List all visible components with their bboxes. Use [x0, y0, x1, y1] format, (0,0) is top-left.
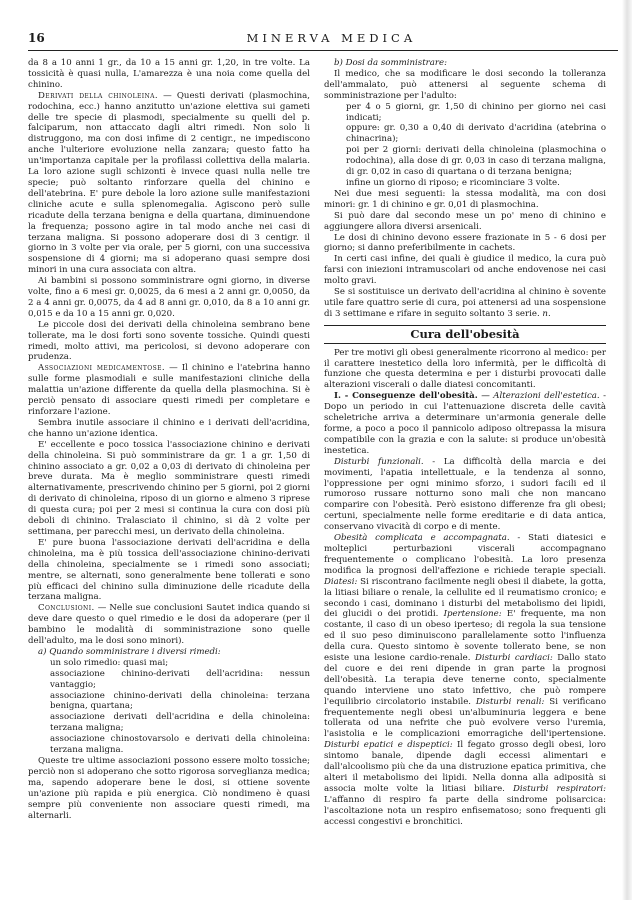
inline-subheading: Disturbi cardiaci: — [470, 653, 553, 664]
right-paragraph: Il medico, che sa modificare le dosi secondo la tolleranza dell'ammalato, può attenersi al seguente schema di somministrazione per l'adulto: — [324, 68, 606, 101]
paragraph-text: — Questi derivati (plasmochina, rodochina, ecc.) hanno anzitutto un'azione elettiva sui gameti delle tre specie di plasmodi, specialmente su quelli del p. falciparum, non attaccato dagli altri rimedi. Non solo li distruggono, ma con dosi infime di 2 centigr., ne impediscono anche l'ulteriore evoluzione nella zanzara; questo fatto ha un'importanza capitale per la profilassi collettiva della malaria. La loro azione sugli schizonti è invece quasi nulla nelle tre specie; può soltanto rinforzare quella del chinino e dell'atebrina. E' pure debole la loro azione sulle manifestazioni cliniche acute e sulla splenomegalia. Agiscono però sulle ricadute della terzana benigna e della quartana, diminuendone la frequenza; possono agire in tal modo anche nei casi di terzana maligna. Si possono adoperare dosi di 3 centigr. il giorno in 3 volte per via orale, per 5 giorni, con una successiva sospensione di 4 giorni; ma si adoperano quasi sempre dosi minori in una cura associata con altra. — [28, 90, 310, 276]
list-heading-a: a) Quando somministrare i diversi rimedi: — [38, 646, 221, 657]
run-in-heading: Associazioni medicamentose. — [38, 363, 166, 374]
list-item: un solo rimedio: quasi mai; — [50, 657, 169, 668]
right-paragraph — [324, 457, 606, 533]
dose-item: infine un giorno di riposo; e ricominciare 3 volte. — [346, 177, 560, 188]
paragraph-text: Se si sostituisce un derivato dell'acridina al chinino è sovente utile fare quattro serie di cura, poi attenersi ad una sospensione di 3 settimane e rifare in seguito soltanto 3 serie. — [324, 287, 606, 319]
left-paragraph — [28, 91, 310, 276]
right-paragraph — [324, 287, 606, 320]
dose-item: per 4 o 5 giorni, gr. 1,50 di chinino per giorno nei casi indicati; — [346, 101, 606, 123]
list-item: associazione chinino-derivati dell'acridina: nessun vantaggio; — [50, 668, 310, 690]
right-paragraph — [324, 533, 606, 827]
left-paragraph — [28, 603, 310, 647]
left-paragraph: E' eccellente e poco tossica l'associazione chinino e derivati della chinoleina. Si può somministrare da gr. 1 a gr. 1,50 di chinino associato a gr. 0,02 a 0,03 di derivato di chinoleina per breve durata. Ma è meglio somministrare questi rimedi alternativamente, prescrivendo chinino per 5 giorni, poi 2 giorni di derivato di chinoleina, riposo di un giorno e almeno 3 riprese di questa cura; poi per 2 mesi si continua la cura con dosi più deboli di chinino. Tralasciato il chinino, si dà 2 volte per settimana, per parecchi mesi, un derivato della chinoleina. — [28, 439, 310, 537]
left-paragraph: da 8 a 10 anni 1 gr., da 10 a 15 anni gr. 1,20, in tre volte. La tossicità è quasi nulla, L'amarezza è una noia come quella del chinino. — [28, 58, 310, 90]
right-paragraph: Per tre motivi gli obesi generalmente ricorrono al medico: per il carattere inestetico della loro infermità, per le difficoltà di funzione che questa determina e per i disturbi provocati dalle alterazioni viscerali o dalle diatesi concomitanti. — [324, 347, 606, 391]
scan-page-edge — [622, 0, 632, 900]
right-column — [324, 58, 606, 828]
paragraph-text: — Il chinino e l'atebrina hanno sulle forme plasmodiali e sulle manifestazioni cliniche della malattia un'azione differente da quella della plasmochina. Si è perciò pensato di associare questi rimedi per completare e rinforzare l'azione. — [28, 363, 310, 417]
left-paragraph: Queste tre ultime associazioni possono essere molto tossiche; perciò non si adoperano che sotto rigorosa sorveglianza medica; ma, sapendo adoperare bene le dosi, si ottiene sovente un'azione più rapida e più energica. Ciò nondimeno è quasi sempre più conveniente non associare questi rimedi, ma alternarli. — [28, 756, 310, 821]
left-paragraph: Ai bambini si possono somministrare ogni giorno, in diverse volte, fino a 6 mesi gr. 0,0025, da 6 mesi a 2 anni gr. 0,0050, da 2 a 4 anni gr. 0,0075, da 4 ad 8 anni gr. 0,010, da 8 a 10 anni gr. 0,015 e da 10 a 15 anni gr. 0,020. — [28, 276, 310, 319]
paragraph-text: - Stati diatesici e molteplici perturbazioni viscerali accompagnano frequentemente o complicano l'obesità. La loro presenza modifica la prognosi dell'affezione e richiede terapie speciali. — [324, 533, 607, 576]
journal-title: MINERVA MEDICA — [246, 31, 417, 45]
dose-item: poi per 2 giorni: derivati della chinoleina (plasmochina o rodochina), alla dose di gr. 0,03 in caso di terzana maligna, di gr. 0,02 in caso di quartana o di terzana benigna; — [346, 145, 606, 178]
paragraph-text: - La difficoltà della marcia e dei movimenti, l'apatia intellettuale, e la tendenza al sonno, l'oppressione per ogni minimo sforzo, i sudori facili ed il rumoroso russare notturno sono mali che non mancano comparire con l'obesità. Però esistono differenze fra gli obesi; certuni, specialmente nelle forme ereditarie e di data antica, conservano vivacità di corpo e di mente. — [324, 456, 607, 533]
list-item: associazione derivati dell'acridina e della chinoleina: terzana maligna; — [50, 712, 310, 734]
list-item: associazione chinostovarsolo e derivati della chinoleina: terzana maligna. — [50, 734, 310, 756]
dose-item: oppure: gr. 0,30 a 0,40 di derivato d'acridina (atebrina o chinacrina); — [346, 123, 606, 145]
paragraph-text: Il fegato grosso degli obesi, loro sintomo banale, dipende dagli eccessi alimentari e dall'alcoolismo più che da una distruzione epatica primitiva, che alteri il metabolismo dei lipidi. Nella donna alla adiposità si associa molte volte la litiasi biliare. — [324, 740, 606, 794]
list-item: associazione chinino-derivati della chinoleina: terzana benigna, quartana; — [50, 690, 310, 712]
author-signature: n. — [542, 308, 551, 319]
section-title: Cura dell'obesità — [324, 325, 606, 344]
run-in-heading: Conclusioni. — [38, 603, 95, 614]
paragraph-text: Si verificano frequentemente negli obesi un'albuminuria leggera e bene tollerata od una nefrite che può evolvere verso l'uremia, l'asistolia e le complicazioni emorragiche dell'ipertensione. — [324, 696, 606, 740]
inline-subheading: Disturbi renali: — [471, 696, 545, 707]
subsection-subheading: — Alterazioni dell'estetica. — [477, 391, 600, 402]
subsection-heading: I. - Conseguenze dell'obesità. — [334, 391, 478, 402]
inline-subheading: Disturbi respiratori: — [504, 783, 606, 794]
left-paragraph: E' pure buona l'associazione derivati dell'acridina e della chinoleina, ma è più tossica dell'associazione chinino-derivati della chinoleina, specialmente se i rimedi sono associati; mentre, se alternati, sono generalmente bene tollerati e sono più efficaci del chinino sulla diminuzione delle ricadute della terzana maligna. — [28, 537, 310, 603]
run-in-heading: Derivati della chinoleina. — [38, 90, 159, 101]
list-heading-b: b) Dosi da somministrare: — [334, 58, 447, 68]
paragraph-text: - Dopo un periodo in cui l'attenuazione discreta delle cavità scheletriche arriva a determinare un'armonia generale delle forme, a poco a poco il pannicolo adiposo oltrepassa la misura compatibile con la grazia e con la salute: si produce un'obesità inestetica. — [324, 391, 606, 456]
right-paragraph — [324, 391, 606, 456]
page-number: 16 — [28, 31, 45, 45]
left-column — [28, 58, 310, 821]
inline-subheading: Diatesi: — [324, 576, 358, 587]
left-paragraph: Sembra inutile associare il chinino e i derivati dell'acridina, che hanno un'azione identica. — [28, 417, 310, 439]
paragraph-text: — Nelle sue conclusioni Sautet indica quando si deve dare questo o quel rimedio e le dosi da adoperare (per il bambino le modalità di somministrazione sono quelle dell'adulto, ma le dosi sono minori). — [28, 603, 310, 647]
paragraph-text: L'affanno di respiro fa parte della sindrome polisarcica: l'ascoltazione nota un respiro enfisematoso; sono frequenti gli accessi congestivi e bronchitici. — [324, 794, 606, 827]
header-rule — [28, 50, 618, 51]
subsection-subheading: Disturbi funzionali. — [334, 456, 424, 467]
paragraph-text: E' frequente, ma non costante, il caso di un obeso iperteso; di regola la sua tensione ed il suo peso diminuiscono parallelamente sotto l'influenza della cura. Questo sintomo è sovente tollerato bene, se non esiste una lesione cardio-renale. — [324, 609, 606, 664]
paragraph-text: Dallo stato del cuore e dei reni dipende in gran parte la prognosi dell'obesità. La terapia deve tenerne conto, specialmente quando interviene uno stato infettivo, che può rompere l'equilibrio circolatorio instabile. — [324, 653, 607, 707]
page-header — [28, 28, 618, 48]
right-paragraph: Nei due mesi seguenti: la stessa modalità, ma con dosi minori: gr. 1 di chinino e gr. 0,01 di plasmochina. — [324, 188, 606, 210]
left-paragraph — [28, 363, 310, 418]
subsection-subheading: Obesità complicata e accompagnata. — [334, 533, 510, 544]
right-paragraph: In certi casi infine, dei quali è giudice il medico, la cura può farsi con iniezioni intramuscolari od anche endovenose nei casi molto gravi. — [324, 254, 606, 287]
paragraph-text: Si riscontrano facilmente negli obesi il diabete, la gotta, la litiasi biliare o renale, la cellulite ed il reumatismo cronico; e secondo i casi, dominano i disturbi del metabolismo dei lipidi, dei glucidi o dei protidi. — [324, 576, 606, 620]
right-paragraph: Si può dare dal secondo mese un po' meno di chinino e aggiungere allora diversi arsenicali. — [324, 210, 606, 232]
inline-subheading: Ipertensione: — [438, 609, 502, 620]
inline-subheading: Disturbi epatici e dispeptici: — [324, 740, 453, 751]
right-paragraph: Le dosi di chinino devono essere frazionate in 5 - 6 dosi per giorno; si danno preferibilmente in cachets. — [324, 232, 606, 254]
left-paragraph: Le piccole dosi dei derivati della chinoleina sembrano bene tollerate, ma le dosi forti sono sovente tossiche. Quindi questi rimedi, molto attivi, ma pericolosi, si devono adoperare con prudenza. — [28, 319, 310, 363]
